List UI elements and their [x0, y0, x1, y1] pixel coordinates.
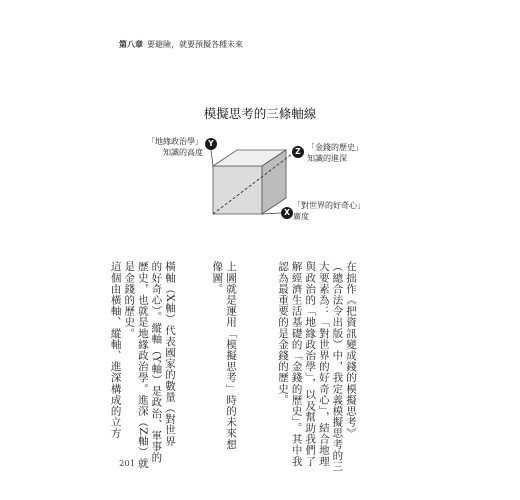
text-line: 與政治的「地緣政治學」，以及幫助我們了 [304, 261, 317, 467]
text-line: 像圖。 [211, 261, 224, 295]
text-line: 歷史，也就是地緣政治學。進深（Z軸）就 [136, 261, 149, 469]
text-line: （總合法令出版）中，我定義模擬思考的三 [331, 261, 344, 472]
text-line: 橫軸（X軸）代表國家的數量（對世界 [164, 261, 176, 447]
z-axis-label-desc: 知識的進深 [307, 154, 347, 163]
text-line: 在拙作《把資訊變成錢的模擬思考》 [345, 261, 357, 439]
text-line: 解經濟生活基礎的「金錢的歷史」。其中我 [290, 261, 303, 467]
y-axis-label-name: 「地緣政治學」 [147, 137, 203, 146]
z-axis-label [307, 142, 363, 164]
text-line: 大要素為：「對世界的好奇心」，結合地理 [317, 261, 330, 467]
text-line: 的好奇心）。縱軸（Y軸）是政治、軍事的 [150, 261, 163, 464]
y-axis-badge: Y [205, 138, 217, 150]
text-line: 認為最重要的是金錢的歷史。 [277, 261, 290, 406]
x-axis-line [262, 213, 281, 214]
diagram-title: 模擬思考的三條軸線 [203, 106, 317, 121]
body-paragraph-3 [108, 261, 176, 469]
x-axis-label [293, 200, 365, 222]
z-axis-badge: Z [292, 146, 304, 158]
body-paragraph-1 [275, 261, 357, 472]
page-number: 201 [119, 459, 136, 469]
z-axis-label-name: 「金錢的歷史」 [307, 143, 363, 152]
x-axis-label-desc: 廣度 [293, 212, 309, 221]
x-axis-label-name: 「對世界的好奇心」 [293, 201, 365, 210]
chapter-label: 第八章 [119, 40, 143, 49]
cube-front-face [213, 166, 262, 214]
y-axis-label-desc: 知識的高度 [163, 148, 203, 157]
body-paragraph-2 [210, 261, 237, 450]
text-line: 是金錢的歷史。 [123, 261, 136, 339]
chapter-subtitle: 要避險，就要預擬各種未來 [147, 40, 243, 49]
y-axis-line [211, 150, 213, 166]
text-line: 這個由橫軸、縱軸、進深構成的立方 [109, 261, 122, 439]
y-axis-label [146, 136, 203, 158]
x-axis-badge: X [281, 207, 293, 219]
text-line: 上圖就是運用「模擬思考」時的未來想 [225, 261, 237, 450]
